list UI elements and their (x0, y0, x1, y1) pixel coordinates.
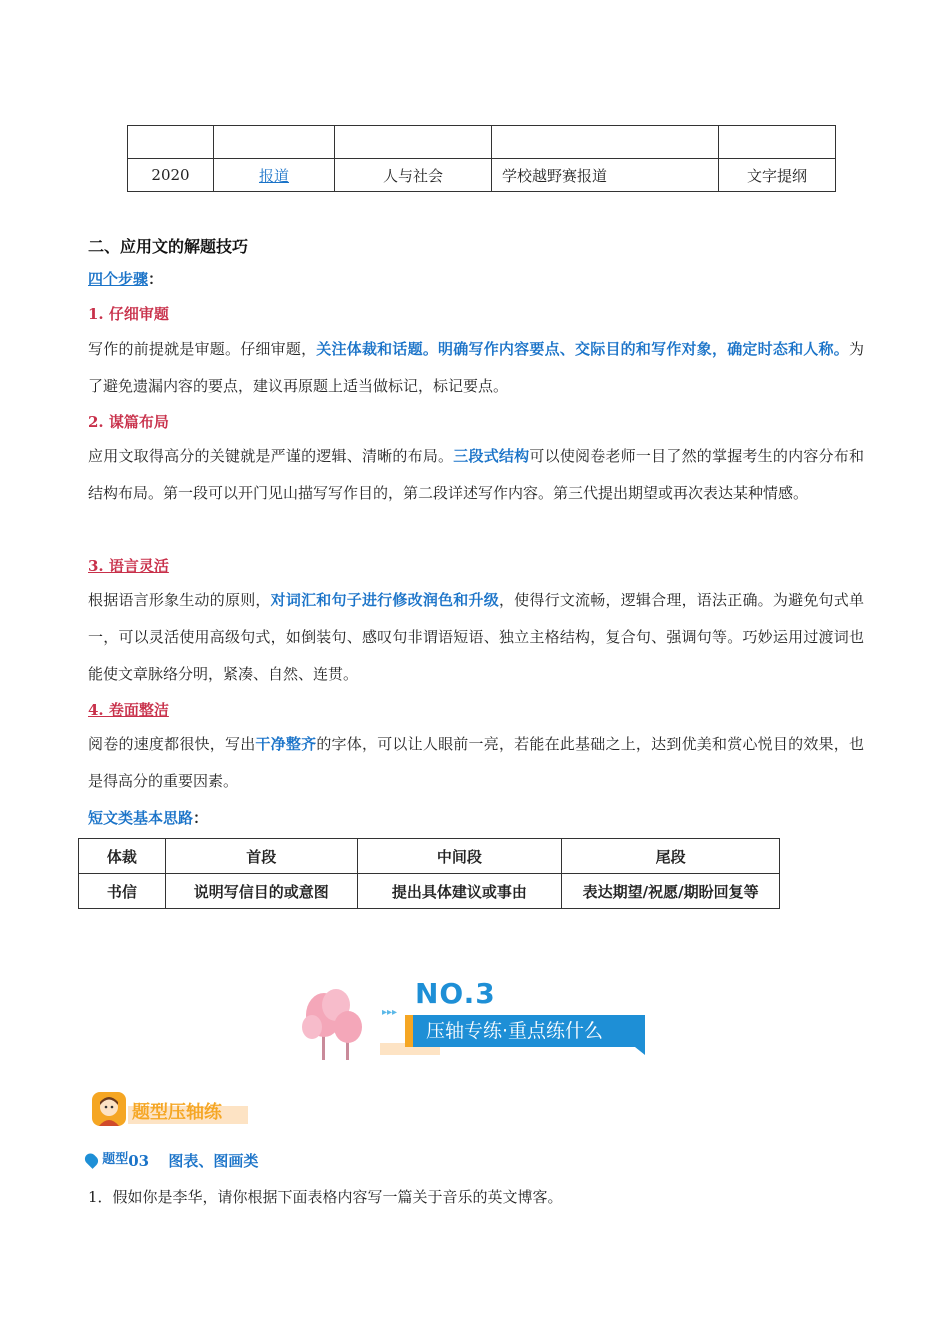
tag-label: 题型压轴练 (132, 1102, 222, 1123)
table-cell: 2020 (128, 159, 214, 192)
topic-table (127, 125, 836, 192)
section-banner (300, 975, 650, 1065)
step-1-title: 1. 仔细审题 (88, 305, 169, 323)
highlight-segment: 三段式结构 (453, 447, 530, 465)
step-3-body (88, 582, 864, 693)
colon: ： (193, 809, 209, 827)
table-header: 体裁 (79, 839, 166, 874)
table-cell (214, 126, 335, 159)
table-cell (128, 126, 214, 159)
section-tag (90, 1090, 250, 1130)
section-heading: 二、应用文的解题技巧 (88, 237, 249, 256)
short-label-text: 短文类基本思路 (88, 809, 194, 827)
teacher-avatar-icon (92, 1092, 126, 1126)
short-label (88, 807, 208, 828)
table-header-row (79, 839, 780, 874)
table-cell (335, 126, 492, 159)
table-header: 首段 (165, 839, 357, 874)
table-cell: 说明写信目的或意图 (165, 874, 357, 909)
table-cell: 文字提纲 (719, 159, 836, 192)
table-header: 尾段 (562, 839, 780, 874)
text-segment: 应用文取得高分的关键就是严谨的逻辑、清晰的布局。 (88, 447, 454, 465)
step-2-body (88, 438, 864, 512)
table-row (128, 126, 836, 159)
pin-icon (83, 1151, 101, 1169)
table-cell: 人与社会 (335, 159, 492, 192)
text-segment: 可以使阅卷老师一目了然的掌握考生的内容分布和结构布局。第一段可以开门见山描写写作目的，第二段详述写作内容。第三代提出期望或再次表达某种情感。 (88, 447, 864, 502)
text-segment: 阅卷的速度都很快，写出 (88, 735, 256, 753)
step-3-title: 3. 语言灵活 (88, 557, 169, 575)
question-1: 1．假如你是李华，请你根据下面表格内容写一篇关于音乐的英文博客。 (88, 1188, 563, 1206)
highlight-segment: 对词汇和句子进行修改润色和升级 (270, 591, 499, 609)
outline-table (78, 838, 780, 909)
question-type-number: 03 (128, 1152, 150, 1170)
text-segment: 根据语言形象生动的原则， (88, 591, 271, 609)
table-cell: 表达期望/祝愿/期盼回复等 (562, 874, 780, 909)
banner-number: NO.3 (415, 977, 496, 1010)
text-segment: 为了避免遗漏内容的要点，建议再原题上适当做标记，标记要点。 (88, 340, 864, 395)
question-type-name: 图表、图画类 (168, 1152, 259, 1170)
step-2-title: 2. 谋篇布局 (88, 413, 169, 431)
step-4-title: 4. 卷面整洁 (88, 701, 169, 719)
steps-label-text: 四个步骤 (88, 270, 149, 288)
svg-text:▸▸▸: ▸▸▸ (382, 1007, 398, 1018)
banner-title: 压轴专练·重点练什么 (426, 1020, 604, 1042)
table-cell: 书信 (79, 874, 166, 909)
table-cell (492, 126, 719, 159)
steps-label (88, 268, 163, 289)
highlight-segment: 关注体裁和话题。明确写作内容要点、交际目的和写作对象，确定时态和人称。 (316, 340, 849, 358)
question-type (86, 1148, 258, 1171)
table-row (79, 874, 780, 909)
table-cell (719, 126, 836, 159)
step-1-body (88, 331, 864, 405)
table-cell: 学校越野赛报道 (492, 159, 719, 192)
table-row (128, 159, 836, 192)
colon: ： (148, 270, 164, 288)
text-segment: 写作的前提就是审题。仔细审题， (88, 340, 317, 358)
highlight-segment: 干净整齐 (255, 735, 317, 753)
table-cell-link[interactable]: 报道 (214, 159, 335, 192)
text-segment: 的字体，可以让人眼前一亮，若能在此基础之上，达到优美和赏心悦目的效果，也是得高分的重要因素。 (88, 735, 864, 790)
question-type-prefix: 题型 (102, 1152, 129, 1167)
step-4-body (88, 726, 864, 800)
text-segment: ，使得行文流畅，逻辑合理，语法正确。为避免句式单一，可以灵活使用高级句式，如倒装句、感叹句非谓语短语、独立主格结构，复合句、强调句等。巧妙运用过渡词也能使文章脉络分明，紧凑、自然、连贯。 (88, 591, 864, 683)
table-cell: 提出具体建议或事由 (357, 874, 562, 909)
table-header: 中间段 (357, 839, 562, 874)
